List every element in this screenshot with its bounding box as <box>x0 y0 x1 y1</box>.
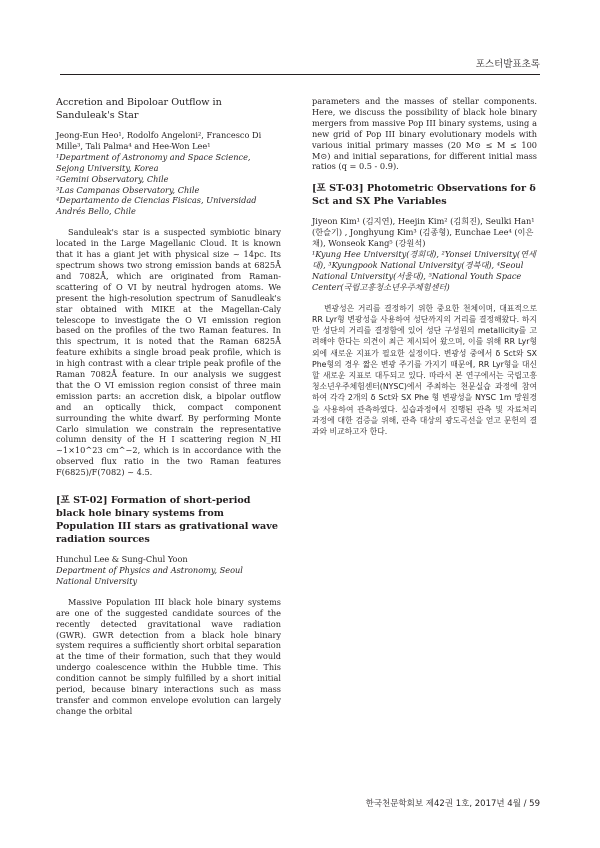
affiliation: Department of Physics and Astronomy, Seoul National University <box>56 565 243 586</box>
abstract-authors: Jiyeon Kim¹ (김지연), Heejin Kim² (김희진), Seulki Han¹ (한슬기) , Jonghyung Kim³ (김종형), Eunchae Lee⁴ (이은채), Wonseok Kang⁵ (강원석) <box>312 216 535 249</box>
affiliation: ¹Department of Astronomy and Space Science, Sejong University, Korea <box>56 151 251 173</box>
header-divider <box>60 74 540 75</box>
page-header-title: 포스터발표초록 <box>475 59 540 70</box>
right-column <box>312 96 537 443</box>
affiliation: ⁴Departamento de Ciencias Fisicas, Universidad Andrés Bello, Chile <box>56 195 257 217</box>
abstract-authors: Hunchul Lee & Sung-Chul Yoon <box>56 554 188 565</box>
page-footer: 한국천문학회보 제42권 1호, 2017년 4월 / 59 <box>365 799 540 809</box>
abstract-body: Massive Population III black hole binary systems are one of the suggested candidate sources of the recently detected gravitational wave radiation (GWR). GWR detection from a black hole binary system requires a sufficiently short orbital separation at the time of their formation, such that they would undergo coalescence within the Hubble time. This condition cannot be simply fulfilled by a short initial period, because binary interactions such as mass transfer and common envelope evolution can largely change the orbital <box>56 596 281 716</box>
abstract-body: 변광성은 거리를 결정하기 위한 중요한 천체이며, 대표적으로 RR Lyr형 변광성을 사용하여 성단까지의 거리를 결정해왔다. 하지만 성단의 거리를 결정함에 있어 성단 구성원의 metallicity를 고려해야 한다는 의견이 최근 제시되어 왔으며, 이를 위해 RR Lyr형 외에 새로운 지표가 필요한 실정이다. 변광성 중에서 δ Sct와 SX Phe형의 경우 짧은 변광 주기를 가지기 때문에, RR Lyr형을 대신할 새로운 지표로 대두되고 있다. 따라서 본 연구에서는 국립고흥청소년우주체험센터(NYSC)에서 주최하는 천문실습 과정에 참여하여 각각 2개의 δ Sct와 SX Phe 형 변광성을 NYSC 1m 망원경을 사용하여 관측하였다. 실습과정에서 진행된 관측 및 자료처리 과정에 대한 검증을 위해, 관측 대상의 광도곡선을 얻고 문헌의 결과와 비교하고자 한다. <box>312 303 537 436</box>
abstract-authors: Jeong-Eun Heo¹, Rodolfo Angeloni², Francesco Di Mille³, Tali Palma⁴ and Hee-Won Lee¹ <box>56 130 262 151</box>
abstract-title: [포 ST-02] Formation of short-period black hole binary systems from Population III stars as grativational wave radiation sources <box>56 495 278 546</box>
abstract-title: [포 ST-03] Photometric Observations for δ Sct and SX Phe Variables <box>312 183 536 208</box>
abstract-title: Accretion and Bipoloar Outflow in Sanduleak's Star <box>56 97 222 121</box>
affiliation: ¹Kyung Hee University(경희대), ²Yonsei University(연세대), ³Kyungpook National University(경북대), ⁴Seoul National University(서울대), ⁵National Youth Space Center(국립고흥청소년우주체험센터) <box>312 249 536 292</box>
abstract-body: Sanduleak's star is a suspected symbiotic binary located in the Large Magellanic Cloud. It is known that it has a giant jet with physical size ~ 14pc. Its spectrum shows two strong emission bands at 6825Å and 7082Å, which are originated from Raman-scattering of O VI by neutral hydrogen atoms. We present the high-resolution spectrum of Sanudleak's star obtained with MIKE at the Magellan-Caly telescope to investigate the O VI emission region based on the profiles of the two Raman features. In this spectrum, it is noted that the Raman 6825Å feature exhibits a single broad peak profile, which is in high contrast with a clear triple peak profile of the Raman 7082Å feature. In our analysis we suggest that the O VI emission region consist of three main emission parts: an accretion disk, a bipolar outflow and an optically thick, compact component surrounding the white dwarf. By performing Monte Carlo simulation we constrain the representative column density of the H I scattering region N_HI ~1×10^23 cm^−2, which is in accordance with the observed flux ratio in the two Raman features F(6825)/F(7082) ~ 4.5. <box>56 227 281 478</box>
affiliation: ²Gemini Observatory, Chile <box>56 173 169 184</box>
abstract-st01 <box>56 96 281 478</box>
abstract-st03 <box>312 172 537 437</box>
left-column <box>56 96 281 723</box>
abstract-body-continued: parameters and the masses of stellar components. Here, we discuss the possibility of black hole binary mergers from massive Pop III binary systems, using a new grid of Pop III binary evolutionary models with various initial primary masses (20 M⊙ ≤ M ≤ 100 M⊙) and initial separations, for different initial mass ratios (q = 0.5 - 0.9). <box>312 96 537 172</box>
affiliation: ³Las Campanas Observatory, Chile <box>56 184 200 195</box>
abstract-st02 <box>56 484 281 717</box>
